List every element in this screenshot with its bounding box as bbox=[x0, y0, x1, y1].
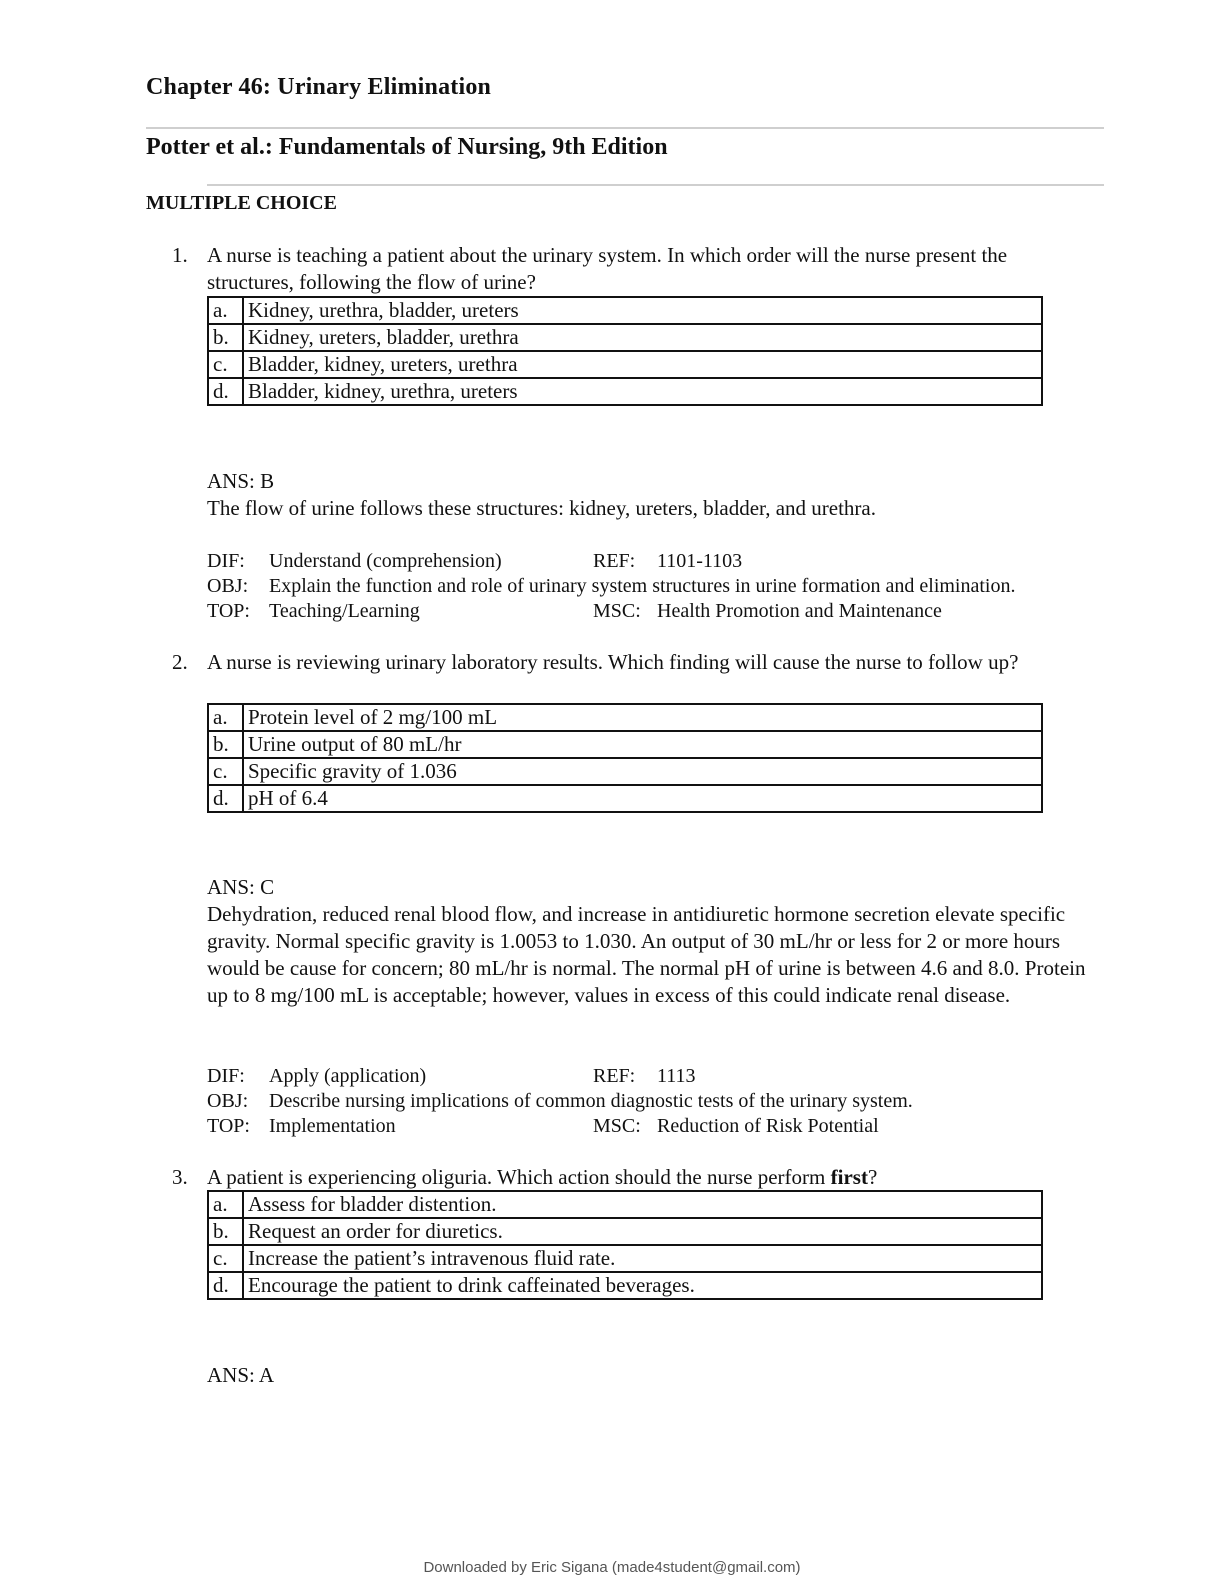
stem-emphasis: first bbox=[830, 1165, 868, 1189]
top-label: TOP: bbox=[207, 1115, 250, 1137]
choice-text: Assess for bladder distention. bbox=[243, 1191, 1042, 1218]
choice-letter: d. bbox=[208, 785, 243, 812]
top-label: TOP: bbox=[207, 600, 250, 622]
rationale-text: The flow of urine follows these structures: kidney, ureters, bladder, and urethra. bbox=[207, 496, 876, 520]
choice-row bbox=[208, 1191, 1042, 1218]
choice-letter: c. bbox=[208, 1245, 243, 1272]
choice-letter: c. bbox=[208, 758, 243, 785]
choice-row bbox=[208, 758, 1042, 785]
question-number: 1. bbox=[172, 243, 188, 267]
choice-row bbox=[208, 351, 1042, 378]
choice-row bbox=[208, 324, 1042, 351]
choice-letter: d. bbox=[208, 1272, 243, 1299]
choice-row bbox=[208, 704, 1042, 731]
choice-text: Bladder, kidney, urethra, ureters bbox=[243, 378, 1042, 405]
ref-value: 1113 bbox=[657, 1065, 696, 1087]
msc-label: MSC: bbox=[593, 600, 641, 622]
choice-text: Kidney, urethra, bladder, ureters bbox=[243, 297, 1042, 324]
question-number: 2. bbox=[172, 650, 188, 674]
stem-text-end: ? bbox=[867, 1165, 878, 1189]
obj-value: Explain the function and role of urinary system structures in urine formation and elimination. bbox=[269, 575, 1016, 597]
question-stem: A nurse is teaching a patient about the urinary system. In which order will the nurse present the structures, following the flow of urine? bbox=[207, 243, 1008, 294]
obj-label: OBJ: bbox=[207, 575, 249, 597]
header-divider bbox=[146, 127, 1104, 129]
ref-label: REF: bbox=[593, 550, 636, 572]
choice-letter: c. bbox=[208, 351, 243, 378]
choice-text: Protein level of 2 mg/100 mL bbox=[243, 704, 1042, 731]
choice-row bbox=[208, 297, 1042, 324]
choice-letter: d. bbox=[208, 378, 243, 405]
question-metadata bbox=[207, 1064, 1107, 1139]
question-number: 3. bbox=[172, 1165, 188, 1189]
choice-text: Kidney, ureters, bladder, urethra bbox=[243, 324, 1042, 351]
choice-row bbox=[208, 1245, 1042, 1272]
dif-label: DIF: bbox=[207, 550, 245, 572]
obj-value: Describe nursing implications of common diagnostic tests of the urinary system. bbox=[269, 1090, 913, 1112]
msc-value: Reduction of Risk Potential bbox=[657, 1115, 879, 1137]
rationale-text: Dehydration, reduced renal blood flow, and increase in antidiuretic hormone secretion elevate specific gravity. Normal specific gravity is 1.0053 to 1.030. An output of 30 mL/hr or less for 2 or more hours would be cause for concern; 80 mL/hr is normal. The normal pH of urine is between 4.6 and 8.0. Protein up to 8 mg/100 mL is acceptable; however, values in excess of this could indicate renal disease. bbox=[207, 902, 1086, 1007]
choices-table bbox=[207, 296, 1043, 406]
choices-table bbox=[207, 1190, 1043, 1300]
choice-letter: b. bbox=[208, 1218, 243, 1245]
obj-label: OBJ: bbox=[207, 1090, 249, 1112]
answer-key: ANS: A bbox=[207, 1363, 275, 1387]
question-stem bbox=[207, 1164, 1092, 1191]
choice-letter: a. bbox=[208, 704, 243, 731]
answer-key: ANS: C bbox=[207, 875, 275, 899]
choice-row bbox=[208, 378, 1042, 405]
choice-row bbox=[208, 785, 1042, 812]
choice-text: Request an order for diuretics. bbox=[243, 1218, 1042, 1245]
book-title: Potter et al.: Fundamentals of Nursing, 9th Edition bbox=[146, 134, 668, 160]
msc-value: Health Promotion and Maintenance bbox=[657, 600, 942, 622]
choice-letter: a. bbox=[208, 1191, 243, 1218]
choice-text: Urine output of 80 mL/hr bbox=[243, 731, 1042, 758]
choice-text: pH of 6.4 bbox=[243, 785, 1042, 812]
msc-label: MSC: bbox=[593, 1115, 641, 1137]
question-metadata bbox=[207, 549, 1107, 624]
choice-text: Encourage the patient to drink caffeinated beverages. bbox=[243, 1272, 1042, 1299]
choice-text: Bladder, kidney, ureters, urethra bbox=[243, 351, 1042, 378]
top-value: Implementation bbox=[269, 1115, 396, 1137]
choice-row bbox=[208, 1272, 1042, 1299]
top-value: Teaching/Learning bbox=[269, 600, 420, 622]
stem-text: A patient is experiencing oliguria. Which action should the nurse perform bbox=[207, 1165, 831, 1189]
choices-table bbox=[207, 703, 1043, 813]
section-title: MULTIPLE CHOICE bbox=[146, 192, 337, 214]
choice-text: Specific gravity of 1.036 bbox=[243, 758, 1042, 785]
dif-value: Apply (application) bbox=[269, 1065, 427, 1087]
choice-letter: a. bbox=[208, 297, 243, 324]
choice-text: Increase the patient’s intravenous fluid rate. bbox=[243, 1245, 1042, 1272]
download-footer: Downloaded by Eric Sigana (made4student@gmail.com) bbox=[423, 1559, 801, 1576]
choice-letter: b. bbox=[208, 731, 243, 758]
chapter-title: Chapter 46: Urinary Elimination bbox=[146, 74, 492, 100]
choice-letter: b. bbox=[208, 324, 243, 351]
choice-row bbox=[208, 731, 1042, 758]
dif-label: DIF: bbox=[207, 1065, 245, 1087]
ref-value: 1101-1103 bbox=[657, 550, 743, 572]
choice-row bbox=[208, 1218, 1042, 1245]
section-divider bbox=[207, 184, 1104, 186]
ref-label: REF: bbox=[593, 1065, 636, 1087]
dif-value: Understand (comprehension) bbox=[269, 550, 502, 572]
answer-key: ANS: B bbox=[207, 469, 275, 493]
question-stem: A nurse is reviewing urinary laboratory results. Which finding will cause the nurse to follow up? bbox=[207, 650, 1019, 674]
